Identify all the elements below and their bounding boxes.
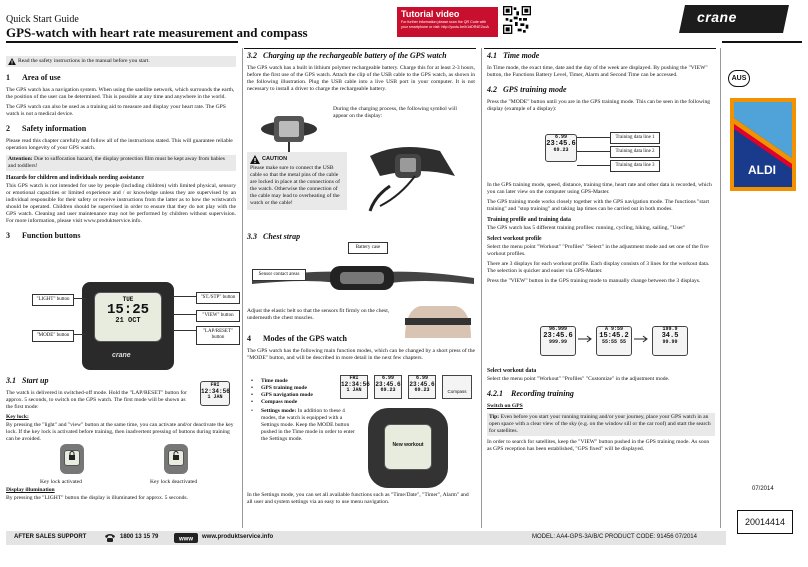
paragraph: The GPS training mode works closely together with the GPS navigation mode. The functions "start training" and "stop training" and taking lap times can be carried out in both modes.	[487, 198, 710, 212]
footer-bar	[6, 531, 726, 545]
web-icon	[174, 533, 198, 543]
lcd-line: 69.23	[414, 387, 430, 394]
section-heading	[247, 51, 475, 61]
guide-label: Quick Start Guide	[6, 14, 79, 25]
workout-display-2	[596, 326, 632, 356]
list-item: • Compass mode	[261, 399, 341, 406]
callout-lapreset-button: "LAP/RESET" button	[196, 326, 240, 345]
list-item: • GPS navigation mode	[261, 392, 341, 399]
leader-line	[172, 296, 196, 297]
section-heading	[6, 124, 236, 134]
watch-date: 21 OCT	[115, 316, 141, 325]
region-badge: AUS	[728, 70, 750, 87]
section-number: 3.2	[247, 51, 257, 60]
section-heading	[6, 231, 236, 241]
paragraph: The GPS watch can also be used as a training aid to measure and display your heart rate. The GPS watch is not a medical device.	[6, 103, 226, 117]
paragraph: The GPS watch has a built in lithium polymer rechargeable battery. Charge this for at least 2-3 hours, before the first use of the GPS watch. Attach the clip of the USB cable to the GPS watch, as shown in the following illustration. Plug the USB cable into a live USB port in your computer. It is not necessary to install a driver to charge the rechargeable battery.	[247, 65, 475, 92]
paragraph: In order to search for satellites, keep the "VIEW" button pushed in the GPS training mode. As soon as GPS reception has been established, "GPS fixed" will be displayed.	[487, 439, 710, 453]
section-number: 2	[6, 123, 10, 133]
divider	[242, 48, 243, 528]
after-sales-label: AFTER SALES SUPPORT	[14, 534, 87, 540]
callout-mode-button: "MODE" button	[32, 330, 74, 342]
leader-line	[172, 314, 196, 315]
warning-bar	[6, 56, 236, 67]
lcd-line: 23:45.6	[543, 331, 573, 340]
paragraph: By pressing the "light" and "view" button at the same time, you can activate and/or deactivate the key lock. If the key lock is activated before training, then inadvertent pressing of buttons during training can be avoided.	[6, 421, 234, 442]
section-title: Recording training	[511, 389, 574, 399]
arrow-right-icon	[578, 335, 594, 343]
divider	[481, 48, 482, 528]
lcd-line: 1 JAN	[207, 394, 223, 401]
settings-watch-screen: New workout	[384, 424, 432, 470]
workout-display-3	[652, 326, 688, 356]
callout-light-button: "LIGHT" button	[32, 294, 74, 306]
keylock-title: Key lock:	[6, 413, 29, 420]
lcd-line: FRI	[210, 382, 220, 388]
lcd-line: 199.9	[662, 326, 678, 332]
paragraph: In the GPS training mode, speed, distance, training time, heart rate and other data is recorded, which you can later view on the computer using GPS-Master.	[487, 182, 712, 195]
section-number: 4	[247, 334, 251, 343]
lcd-line: 55:55 55	[601, 339, 626, 346]
model-info: MODEL: AA4-GPS-3A/B/C PRODUCT CODE: 91456 07/2014	[532, 534, 697, 540]
paragraph: Select the menu point "Workout" "Profiles" "Select" in the adjustment mode and set one of the five workout profiles.	[487, 244, 709, 258]
leader-line	[577, 151, 610, 152]
lcd-line: 999.99	[548, 339, 567, 346]
paragraph: This GPS watch is not intended for use by people (including children) with limited physical, sensory or emotional capacities or limited experience and / or knowledge unless they are supervised by an individual responsible for their safety or receive instructions from the latter as to how the wristwatch should be operated. Children should be supervised in order to ensure that they do not play with the GPS watch. Cleaning and user maintenance may not be performed by children without supervision. For more information, please visit www.produktservice.info.	[6, 183, 236, 225]
keylock-off-caption: Key lock deactivated	[150, 479, 198, 485]
qr-code-icon[interactable]	[503, 6, 531, 34]
tip-box	[487, 413, 715, 436]
arrow-right-icon	[634, 335, 650, 343]
training-display	[545, 134, 577, 162]
paragraph: The watch is delivered in switched-off mode. Hold the "LAP/RESET" button for approx. 5 seconds, to switch on the GPS watch. The first mode will be shown as the first mode:	[6, 390, 187, 410]
lcd-keylock-off	[168, 450, 184, 466]
leader-line	[74, 298, 86, 299]
settings-label: Settings mode:	[261, 408, 297, 414]
training-profile-title: Training profile and training data	[487, 216, 571, 223]
startup-display	[200, 381, 230, 406]
section-heading	[487, 85, 715, 95]
column-2	[247, 48, 475, 96]
keylock-on-caption: Key lock activated	[40, 479, 82, 485]
watch-brand: crane	[112, 352, 131, 359]
page-title: GPS-watch with heart rate measurement and compass	[6, 25, 308, 40]
paragraph: Adjust the elastic belt so that the sensors fit firmly on the chest, underneath the chest muscles.	[247, 308, 390, 321]
leader-line	[577, 165, 610, 166]
watch-display	[94, 292, 162, 342]
section-heading	[6, 73, 236, 83]
mode-display-compass: Compass	[442, 375, 472, 399]
callout-view-button: "VIEW" button	[196, 310, 240, 322]
lock-icon	[68, 451, 76, 461]
mode-display-navigation	[408, 375, 436, 399]
callout-ststp-button: "ST./STP" button	[196, 292, 240, 304]
callout-training-line-1: Training data line 1	[610, 132, 660, 144]
illumination-block	[6, 487, 236, 505]
leader-line	[577, 137, 610, 138]
divider	[720, 48, 721, 528]
section-heading	[487, 389, 715, 399]
settings-text: In addition to these 4 modes, the watch is equipped with a Settings mode. Keep the MODE button pushed in the Time mode in order to enter the Settings mode.	[261, 408, 355, 442]
section-number: 3.1	[6, 376, 16, 385]
modes-block	[247, 328, 475, 365]
tutorial-video-banner[interactable]	[397, 7, 498, 37]
section-number: 4.2.1	[487, 389, 503, 399]
section-title: Start up	[22, 376, 49, 385]
lcd-line: 99.99	[662, 339, 678, 346]
section-title: Time mode	[503, 51, 540, 60]
list-item: • Time mode	[261, 378, 341, 385]
print-date: 07/2014	[752, 486, 774, 492]
phone-icon	[104, 533, 116, 543]
lcd-line: 15:45.2	[599, 331, 629, 340]
lcd-line: 6.99	[415, 375, 428, 381]
callout-battery-case: Battery case	[348, 242, 388, 254]
callout-training-line-3: Training data line 3	[610, 160, 660, 172]
paragraph: During the charging process, the following symbol will appear on the display:	[333, 106, 457, 119]
lcd-line: FRI	[349, 375, 359, 381]
hazard-title: Hazards for children and individuals needing assistance	[6, 174, 144, 181]
watch-time: 15:25	[106, 302, 149, 319]
lcd-line: 12:34:56	[341, 380, 370, 388]
select-data-title: Select workout data	[487, 368, 537, 374]
lcd-line: 23:45.6	[375, 380, 401, 388]
section-number: 3.3	[247, 232, 257, 241]
section-title: Charging up the rechargeable battery of the GPS watch	[263, 51, 447, 60]
list-item	[261, 408, 357, 443]
crane-logo: crane	[697, 9, 737, 25]
lcd-line: 23:45.6	[546, 139, 576, 148]
tip-text: Even before you start your running training and/or your journey, place your GPS watch in an open space with a clear view of the sky (e.g. on the window sill or the car roof) and start the search for satellites.	[489, 414, 711, 435]
leader-line	[172, 330, 196, 331]
column-3-lower	[487, 364, 715, 456]
lcd-line: 96.999	[548, 326, 567, 332]
section-heading	[247, 334, 475, 344]
paragraph: Select the menu point "Workout" "Profiles" "Customize" in the adjustment mode.	[487, 376, 670, 383]
paragraph: In Time mode, the exact time, date and the day of the week are displayed. By pushing the "VIEW" button, the Functions Battery Level, Timer, Alarm and Second Time can be accessed.	[487, 65, 708, 78]
settings-block	[247, 406, 357, 446]
column-1	[6, 48, 236, 245]
lcd-line: 12:34:56	[201, 387, 230, 395]
warning-icon	[250, 155, 260, 164]
right-rule	[722, 41, 802, 43]
section-number: 4.2	[487, 84, 497, 94]
callout-training-line-2: Training data line 2	[610, 146, 660, 158]
lcd-line: 69.23	[380, 387, 396, 394]
tip-label: Tip:	[489, 414, 500, 421]
switch-gps-title: Switch on GPS	[487, 403, 523, 410]
paragraph: Press the "VIEW" button in the GPS training mode to manually change between the 3 displays.	[487, 278, 701, 285]
section-title: Area of use	[22, 73, 61, 82]
header-rule	[6, 41, 238, 43]
svg-text:www: www	[178, 536, 194, 543]
section-title: Chest strap	[263, 232, 301, 241]
section-number: 4.1	[487, 51, 497, 60]
column-3-middle	[487, 182, 715, 288]
mode-display-training	[374, 375, 402, 399]
usb-charging-illustration	[360, 136, 466, 216]
lcd-line: 34.5	[661, 331, 679, 340]
section-title: Function buttons	[22, 231, 81, 241]
unlock-icon	[172, 451, 180, 461]
paragraph: In the Settings mode, you can set all available functions such as "Time/Date", "Timer", Alarm" and all user and system settings via an easy to use menu navigation.	[247, 492, 469, 505]
lcd-keylock-on	[64, 450, 80, 466]
paragraph: The GPS watch has a navigation system. When using the satellite network, which surrounds the earth, the position of the user can be determined. This is possible at any time and anywhere in the world.	[6, 87, 235, 100]
paragraph: Press the "MODE" button until you are in the GPS training mode. This can be seen in the following display (example of a display):	[487, 98, 711, 112]
section-number: 1	[6, 73, 10, 82]
lcd-line: 6.99	[381, 375, 394, 381]
paragraph: The GPS watch has 5 different training profiles: running, cycling, hiking, sailing, "User"	[487, 225, 686, 232]
aldi-wordmark: ALDI	[748, 163, 776, 177]
modes-list	[261, 378, 341, 406]
section-heading	[487, 51, 715, 61]
lcd-line: 69.23	[553, 147, 569, 154]
lcd-line: A 9:59	[604, 326, 623, 332]
section-title: Modes of the GPS watch	[263, 334, 347, 343]
list-item: • GPS training mode	[261, 385, 341, 392]
caution-text: Please make sure to connect the USB cable so that the metal pins of the cable are locked in place at the connections of the watch. Otherwise the connection of the cable may lead to overheating of the watch or the cable!	[250, 165, 340, 206]
lcd-line: 6.99	[554, 134, 567, 140]
caution-title: CAUTION	[262, 156, 288, 163]
attention-text: Due to suffocation hazard, the display protection film must be kept away from babies and toddlers!	[8, 155, 225, 169]
support-website[interactable]: www.produktservice.info	[202, 534, 274, 540]
paragraph: There are 3 displays for each workout profile. Each display consists of 3 lines for the workout data. The selection is quicker and easier via GPS-Master.	[487, 261, 710, 275]
paragraph: By pressing the "LIGHT" button the display is illuminated for approx. 5 seconds.	[6, 494, 188, 501]
watch-day: TUE	[122, 296, 134, 303]
lcd-line: 23:45.6	[409, 380, 435, 388]
section-title: Safety information	[22, 123, 87, 133]
lcd-line: 1 JAN	[346, 387, 362, 394]
callout-sensor-contact: Sensor contact areas	[252, 269, 306, 281]
paragraph: Please read this chapter carefully and follow all of the instructions stated. This will guarantee reliable operation longevity of your GPS watch.	[6, 137, 233, 151]
support-phone[interactable]: 1800 13 15 79	[120, 534, 159, 540]
caution-box	[247, 152, 347, 210]
warning-text: Read the safety instructions in the manual before you start.	[18, 58, 150, 64]
product-code-box: 20014414	[737, 510, 793, 534]
select-profile-title: Select workout profile	[487, 236, 542, 243]
tutorial-title: Tutorial video	[401, 9, 460, 19]
attention-box	[6, 155, 236, 171]
section-heading	[247, 232, 475, 242]
illumination-title: Display illumination	[6, 487, 55, 493]
attention-label: Attention:	[8, 155, 33, 162]
charging-clip-illustration	[256, 104, 322, 154]
column-3	[487, 48, 715, 116]
section-title: GPS training mode	[503, 84, 567, 94]
warning-icon	[8, 58, 16, 65]
leader-line	[74, 334, 86, 335]
mode-display-time	[340, 375, 368, 399]
workout-display-1	[540, 326, 576, 356]
paragraph: The GPS watch has the following main function modes, which can be changed by a short press of the "MODE" button, and will be described in more detail in the next few chapters.	[247, 348, 475, 361]
tutorial-text: For further information please scan the QR Code with your smartphone or visit: http://youtu.be/h1dDR4E2coA	[401, 20, 489, 29]
section-number: 3	[6, 231, 10, 241]
